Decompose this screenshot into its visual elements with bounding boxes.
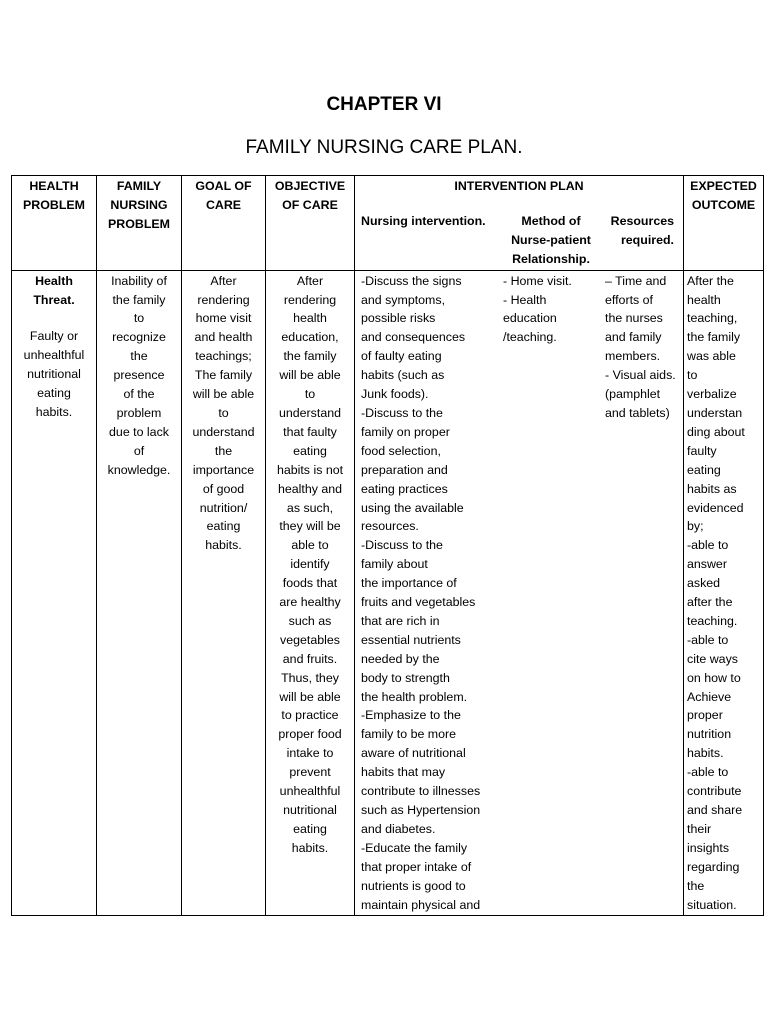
text-line: answer bbox=[687, 557, 727, 572]
text-line: education, bbox=[281, 330, 339, 345]
text-line: - Home visit. bbox=[503, 273, 572, 288]
text-line: eating bbox=[687, 462, 721, 477]
table-row bbox=[12, 270, 764, 916]
text-line: such as bbox=[288, 613, 332, 628]
text-line: After the bbox=[687, 273, 734, 288]
text-line: proper food bbox=[278, 727, 342, 742]
text-line: the importance of bbox=[361, 576, 457, 591]
text-line: understand bbox=[192, 424, 255, 439]
header-family-nursing-problem: FAMILY NURSING PROBLEM bbox=[97, 176, 182, 271]
text-line: of good bbox=[202, 481, 245, 496]
text-line: on how to bbox=[687, 670, 741, 685]
text-line: eating bbox=[206, 519, 241, 534]
cell-objective-of-care bbox=[266, 270, 355, 916]
text-line: the bbox=[214, 443, 233, 458]
text-line: members. bbox=[605, 349, 661, 364]
text-line: and share bbox=[687, 803, 743, 817]
header-objective-of-care: OBJECTIVE OF CARE bbox=[266, 176, 355, 271]
text-line: nutritional bbox=[27, 367, 81, 382]
text-line: their bbox=[687, 821, 712, 836]
text-line: that faulty bbox=[283, 424, 337, 439]
care-plan-table bbox=[11, 175, 764, 916]
text-line: due to lack bbox=[109, 424, 169, 439]
method-text bbox=[499, 272, 603, 915]
text-line: will be able bbox=[192, 387, 255, 402]
text-line: contribute bbox=[687, 784, 742, 799]
text-line: preparation and bbox=[361, 462, 448, 477]
header-health-problem: HEALTH PROBLEM bbox=[12, 176, 97, 271]
text-line: contribute to illnesses bbox=[361, 784, 481, 799]
text-line: maintain physical and bbox=[361, 897, 481, 912]
text-line: and diabetes. bbox=[361, 821, 436, 836]
text-line: nutrients is good to bbox=[361, 878, 466, 893]
subheader-method: Method of Nurse-patient Relationship. bbox=[511, 213, 591, 266]
text-line: teachings; bbox=[195, 349, 252, 364]
text-line: After bbox=[296, 273, 324, 288]
text-line: - Visual aids. bbox=[605, 368, 676, 383]
text-line: situation. bbox=[687, 897, 737, 912]
text-line: healthy and bbox=[277, 481, 343, 496]
text-line: -able to bbox=[687, 765, 729, 780]
text-line: the family bbox=[112, 292, 166, 307]
text-line: such as Hypertension bbox=[361, 803, 481, 817]
text-line: will be able bbox=[279, 689, 341, 704]
text-line: efforts of bbox=[605, 292, 653, 307]
text-line: -Educate the family bbox=[361, 840, 468, 855]
cell-family-nursing-problem bbox=[97, 270, 182, 916]
text-line: as such, bbox=[286, 500, 334, 515]
text-line: family about bbox=[361, 557, 428, 572]
text-line: habits that may bbox=[361, 765, 446, 780]
cell-expected-outcome bbox=[684, 270, 764, 916]
text-line: knowledge. bbox=[107, 462, 171, 477]
header-row bbox=[12, 176, 764, 271]
text-line: /teaching. bbox=[503, 330, 557, 345]
text-line: and fruits. bbox=[282, 651, 338, 666]
text-line: the family bbox=[687, 330, 741, 345]
text-line: recognize bbox=[112, 330, 166, 345]
text-line: teaching, bbox=[687, 311, 738, 326]
text-line: Threat. bbox=[33, 292, 75, 307]
text-line: and consequences bbox=[361, 330, 466, 345]
text-line: (pamphlet bbox=[605, 387, 661, 402]
header-expected-outcome: EXPECTED OUTCOME bbox=[684, 176, 764, 271]
text-line: evidenced bbox=[687, 500, 744, 515]
text-line: problem bbox=[116, 405, 162, 420]
text-line: habits. bbox=[205, 538, 242, 553]
text-line: to bbox=[218, 405, 229, 420]
text-line: the family bbox=[283, 349, 337, 364]
text-line: and tablets) bbox=[605, 405, 670, 420]
intervention-plan-title: INTERVENTION PLAN bbox=[454, 179, 584, 193]
text-line: aware of nutritional bbox=[361, 746, 466, 761]
chapter-title: CHAPTER VI bbox=[326, 94, 442, 115]
text-line: nutrition/ bbox=[199, 500, 248, 515]
text-line: vegetables bbox=[280, 632, 340, 647]
text-line: resources. bbox=[361, 519, 419, 534]
text-line: eating bbox=[293, 821, 327, 836]
text-line: proper bbox=[687, 708, 723, 723]
text-line: -Discuss the signs bbox=[361, 273, 462, 288]
text-line: the nurses bbox=[605, 311, 663, 326]
header-goal-of-care: GOAL OF CARE bbox=[182, 176, 266, 271]
text-line: body to strength bbox=[361, 670, 450, 685]
subheader-nursing-intervention: Nursing intervention. bbox=[361, 213, 486, 228]
text-line: health bbox=[293, 311, 327, 326]
text-line: habits. bbox=[687, 746, 724, 761]
text-line: importance bbox=[192, 462, 255, 477]
text-line: The family bbox=[194, 368, 253, 383]
text-line: regarding bbox=[687, 859, 740, 874]
text-line: habits as bbox=[687, 481, 737, 496]
text-line: prevent bbox=[289, 765, 331, 780]
text-line: that are rich in bbox=[361, 613, 440, 628]
text-line: possible risks bbox=[361, 311, 436, 326]
text-line: rendering bbox=[283, 292, 337, 307]
text-line: family on proper bbox=[361, 424, 450, 439]
text-line: of the bbox=[123, 387, 155, 402]
text-line: they will be bbox=[279, 519, 341, 534]
text-line: to practice bbox=[281, 708, 339, 723]
text-line: of bbox=[133, 443, 145, 458]
text-line: faulty bbox=[687, 443, 717, 458]
text-line: that proper intake of bbox=[361, 859, 472, 874]
text-line: able to bbox=[291, 538, 329, 553]
text-line: -Discuss to the bbox=[361, 405, 443, 420]
text-line: and health bbox=[194, 330, 253, 345]
text-line: intake to bbox=[286, 746, 334, 761]
text-line: nutrition bbox=[687, 727, 732, 742]
text-line: identify bbox=[290, 557, 330, 572]
page-title: FAMILY NURSING CARE PLAN. bbox=[245, 137, 523, 158]
text-line: asked bbox=[687, 576, 721, 591]
text-line: to bbox=[304, 387, 316, 402]
text-line: to bbox=[133, 311, 145, 326]
text-line: eating practices bbox=[361, 481, 448, 496]
text-line: family to be more bbox=[361, 727, 457, 742]
text-line: will be able bbox=[279, 368, 341, 383]
text-line: habits. bbox=[291, 840, 329, 855]
text-line: using the available bbox=[361, 500, 464, 515]
text-line: home visit bbox=[195, 311, 252, 326]
cell-health-problem bbox=[12, 270, 97, 916]
text-line: rendering bbox=[197, 292, 250, 307]
text-line: insights bbox=[687, 840, 730, 855]
resources-text bbox=[603, 272, 680, 915]
text-line: verbalize bbox=[687, 387, 737, 402]
text-line: unhealthful bbox=[279, 784, 341, 799]
text-line: -able to bbox=[687, 632, 729, 647]
text-line: - Health bbox=[503, 292, 547, 307]
text-line: health bbox=[687, 292, 721, 307]
text-line: Inability of bbox=[111, 273, 167, 288]
text-line: cite ways bbox=[687, 651, 738, 666]
text-line: the health problem. bbox=[361, 689, 468, 704]
text-line: Achieve bbox=[687, 689, 732, 704]
text-line: Junk foods). bbox=[361, 387, 429, 402]
text-line: -Emphasize to the bbox=[361, 708, 461, 723]
text-line: -Discuss to the bbox=[361, 538, 443, 553]
subheader-resources: Resources required. bbox=[610, 213, 674, 247]
text-line: are healthy bbox=[279, 595, 341, 610]
text-line: was able bbox=[687, 349, 736, 364]
text-line: after the bbox=[687, 595, 733, 610]
cell-goal-of-care bbox=[182, 270, 266, 916]
text-line: ding about bbox=[687, 424, 745, 439]
text-line: habits. bbox=[35, 405, 73, 420]
text-line: foods that bbox=[282, 576, 338, 591]
text-line: essential nutrients bbox=[361, 632, 461, 647]
text-line: and family bbox=[605, 330, 662, 345]
text-line: habits (such as bbox=[361, 368, 445, 383]
text-line: fruits and vegetables bbox=[361, 595, 476, 610]
cell-intervention-plan bbox=[355, 270, 684, 916]
text-line: needed by the bbox=[361, 651, 440, 666]
header-intervention-plan bbox=[355, 176, 684, 271]
text-line: by; bbox=[687, 519, 704, 534]
text-line: education bbox=[503, 311, 557, 326]
text-line: – Time and bbox=[605, 273, 667, 288]
text-line: to bbox=[687, 368, 698, 383]
text-line: Thus, they bbox=[281, 670, 339, 685]
text-line: understan bbox=[687, 405, 743, 420]
text-line: eating bbox=[293, 443, 327, 458]
text-line: the bbox=[130, 349, 148, 364]
text-line: nutritional bbox=[283, 803, 337, 817]
text-line: teaching. bbox=[687, 613, 738, 628]
text-line: Health bbox=[35, 273, 73, 288]
text-line: food selection, bbox=[361, 443, 441, 458]
text-line: presence bbox=[113, 368, 165, 383]
text-line: and symptoms, bbox=[361, 292, 446, 307]
text-line: habits is not bbox=[276, 462, 344, 477]
text-line: Faulty or bbox=[29, 329, 79, 344]
text-line: the bbox=[687, 878, 705, 893]
nursing-intervention-text bbox=[358, 272, 499, 915]
text-line: understand bbox=[278, 405, 341, 420]
text-line: eating bbox=[37, 386, 71, 401]
text-line: of faulty eating bbox=[361, 349, 442, 364]
text-line: After bbox=[210, 273, 237, 288]
text-line: unhealthful bbox=[23, 348, 85, 363]
text-line: -able to bbox=[687, 538, 729, 553]
